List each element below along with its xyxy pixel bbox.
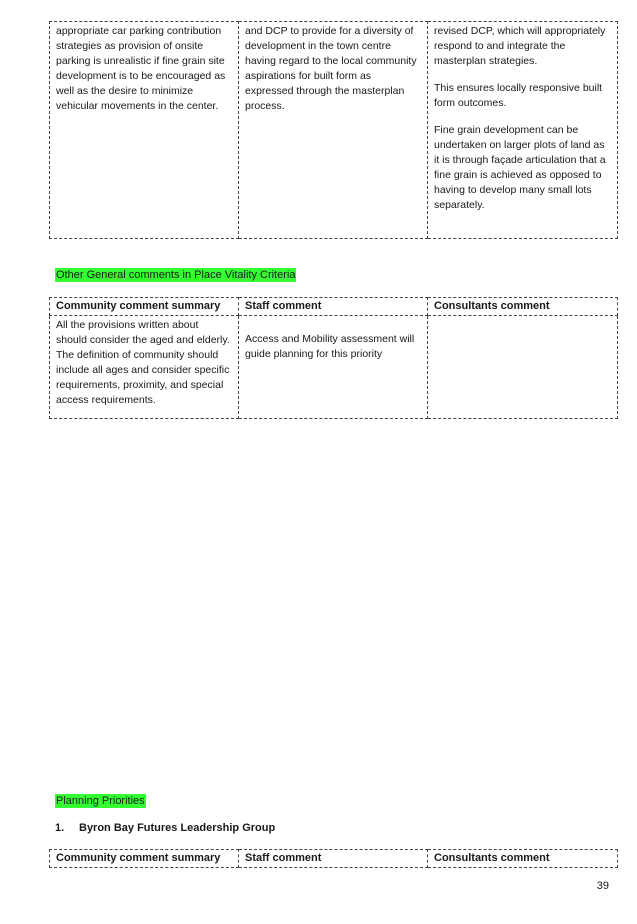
staff-comment-cell — [239, 22, 428, 239]
table-row — [50, 316, 618, 419]
consultants-comment-cell — [428, 22, 618, 239]
header-consultants: Consultants comment — [428, 850, 618, 868]
community-comment-cell — [50, 22, 239, 239]
table-header-row — [50, 850, 618, 868]
staff-comment-cell — [239, 316, 428, 419]
cell-text: and DCP to provide for a diversity of development in the town centre having regard to the local community aspirations for built form as expressed through the masterplan process. — [245, 25, 417, 112]
section-heading-planning-priorities: Planning Priorities — [56, 795, 145, 807]
header-staff: Staff comment — [239, 850, 428, 868]
table-header-row — [50, 298, 618, 316]
table-place-vitality — [49, 297, 618, 419]
subsection-number: 1. — [55, 822, 65, 834]
subsection-title: Byron Bay Futures Leadership Group — [79, 822, 276, 834]
cell-text: revised DCP, which will appropriately respond to and integrate the masterplan strategies. — [434, 25, 606, 67]
consultants-comment-cell — [428, 316, 618, 419]
header-community: Community comment summary — [50, 850, 239, 868]
table-row — [50, 22, 618, 239]
table-planning-priorities — [49, 849, 618, 868]
cell-text: This ensures locally responsive built form outcomes. — [434, 82, 603, 109]
community-comment-cell: All the provisions written about should consider the aged and elderly. The definition of community should include all ages and consider specific requirements, proximity, and special access requirements. — [50, 316, 239, 419]
page-number: 39 — [596, 880, 609, 892]
cell-text: Access and Mobility assessment will guide planning for this priority — [245, 333, 415, 360]
header-community: Community comment summary — [50, 298, 239, 316]
subsection-heading — [55, 822, 275, 834]
section-heading-place-vitality: Other General comments in Place Vitality Criteria — [56, 269, 296, 281]
header-consultants: Consultants comment — [428, 298, 618, 316]
header-staff: Staff comment — [239, 298, 428, 316]
cell-text: appropriate car parking contribution strategies as provision of onsite parking is unrealistic if fine grain site development is to be encouraged as well as the desire to minimize vehicular movements in the center. — [56, 25, 226, 112]
cell-text: Fine grain development can be undertaken on larger plots of land as it is through façade articulation that a fine grain is achieved as opposed to having to develop many small lots separately. — [434, 124, 606, 211]
table-continued — [49, 21, 618, 239]
